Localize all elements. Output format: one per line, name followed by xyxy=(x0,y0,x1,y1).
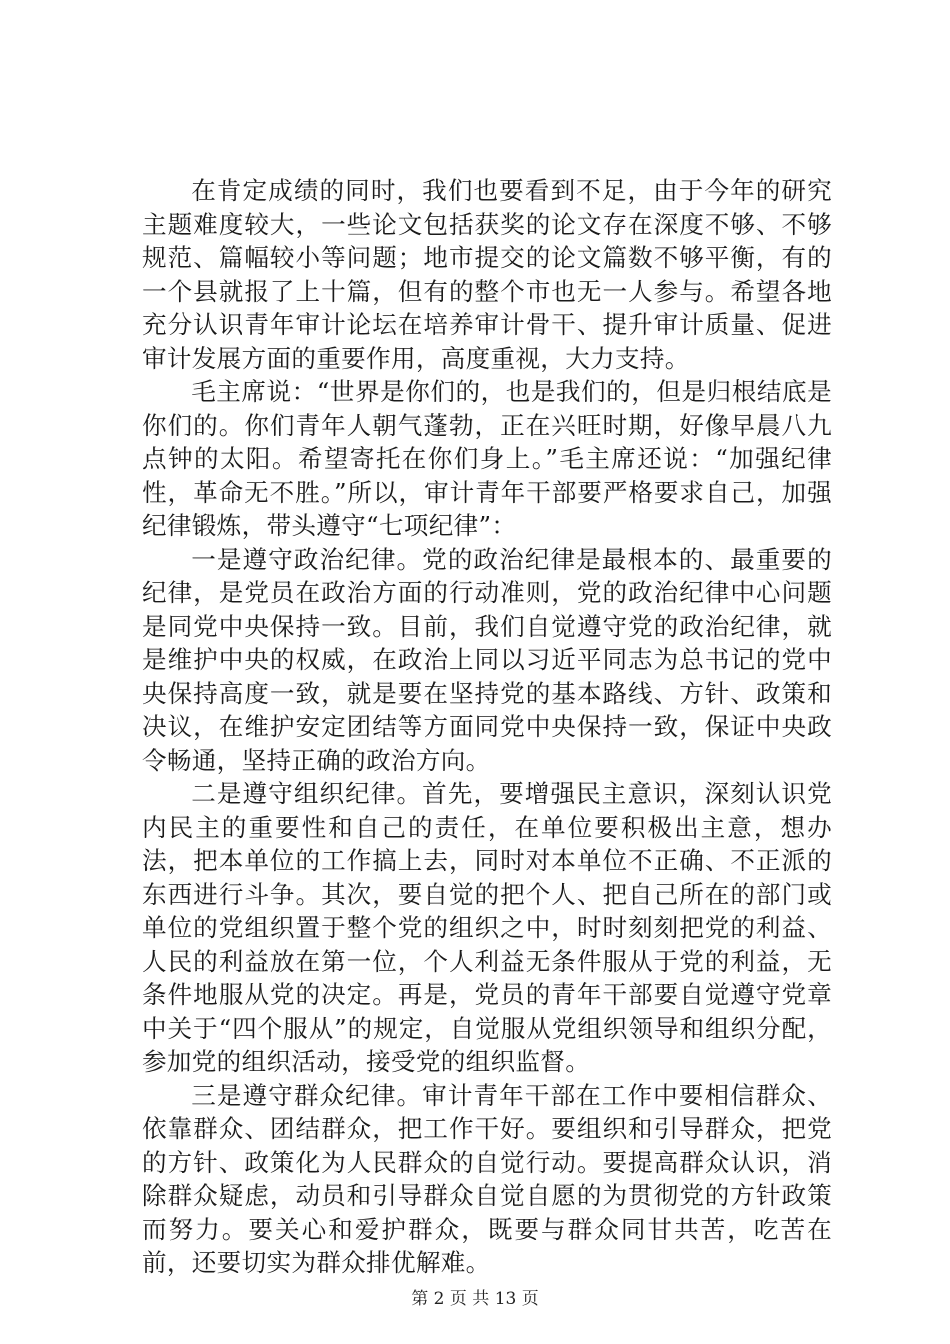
paragraph: 三是遵守群众纪律。审计青年干部在工作中要相信群众、依靠群众、团结群众，把工作干好。要组织和引导群众，把党的方针、政策化为人民群众的自觉行动。要提高群众认识，消除群众疑虑，动员和引导群众自觉自愿的为贯彻党的方针政策而努力。要关心和爱护群众，既要与群众同甘共苦，吃苦在前，还要切实为群众排优解难。 xyxy=(142,1080,832,1277)
document-body xyxy=(142,174,832,1280)
page-number-footer: 第 2 页 共 13 页 xyxy=(411,1289,539,1309)
paragraph: 二是遵守组织纪律。首先，要增强民主意识，深刻认识党内民主的重要性和自己的责任，在单位要积极出主意，想办法，把本单位的工作搞上去，同时对本单位不正确、不正派的东西进行斗争。其次，要自觉的把个人、把自己所在的部门或单位的党组织置于整个党的组织之中，时时刻刻把党的利益、人民的利益放在第一位，个人利益无条件服从于党的利益，无条件地服从党的决定。再是，党员的青年干部要自觉遵守党章中关于“四个服从”的规定，自觉服从党组织领导和组织分配，参加党的组织活动，接受党的组织监督。 xyxy=(142,779,832,1076)
paragraph: 在肯定成绩的同时，我们也要看到不足，由于今年的研究主题难度较大，一些论文包括获奖的论文存在深度不够、不够规范、篇幅较小等问题；地市提交的论文篇数不够平衡，有的一个县就报了上十篇，但有的整个市也无一人参与。希望各地充分认识青年审计论坛在培养审计骨干、提升审计质量、促进审计发展方面的重要作用，高度重视，大力支持。 xyxy=(142,176,832,373)
paragraph: 一是遵守政治纪律。党的政治纪律是最根本的、最重要的纪律，是党员在政治方面的行动准则，党的政治纪律中心问题是同党中央保持一致。目前，我们自觉遵守党的政治纪律，就是维护中央的权威，在政治上同以习近平同志为总书记的党中央保持高度一致，就是要在坚持党的基本路线、方针、政策和决议，在维护安定团结等方面同党中央保持一致，保证中央政令畅通，坚持正确的政治方向。 xyxy=(142,544,832,775)
paragraph: 毛主席说：“世界是你们的，也是我们的，但是归根结底是你们的。你们青年人朝气蓬勃，正在兴旺时期，好像早晨八九点钟的太阳。希望寄托在你们身上。”毛主席还说：“加强纪律性，革命无不胜。”所以，审计青年干部要严格要求自己，加强纪律锻炼，带头遵守“七项纪律”： xyxy=(142,377,832,540)
